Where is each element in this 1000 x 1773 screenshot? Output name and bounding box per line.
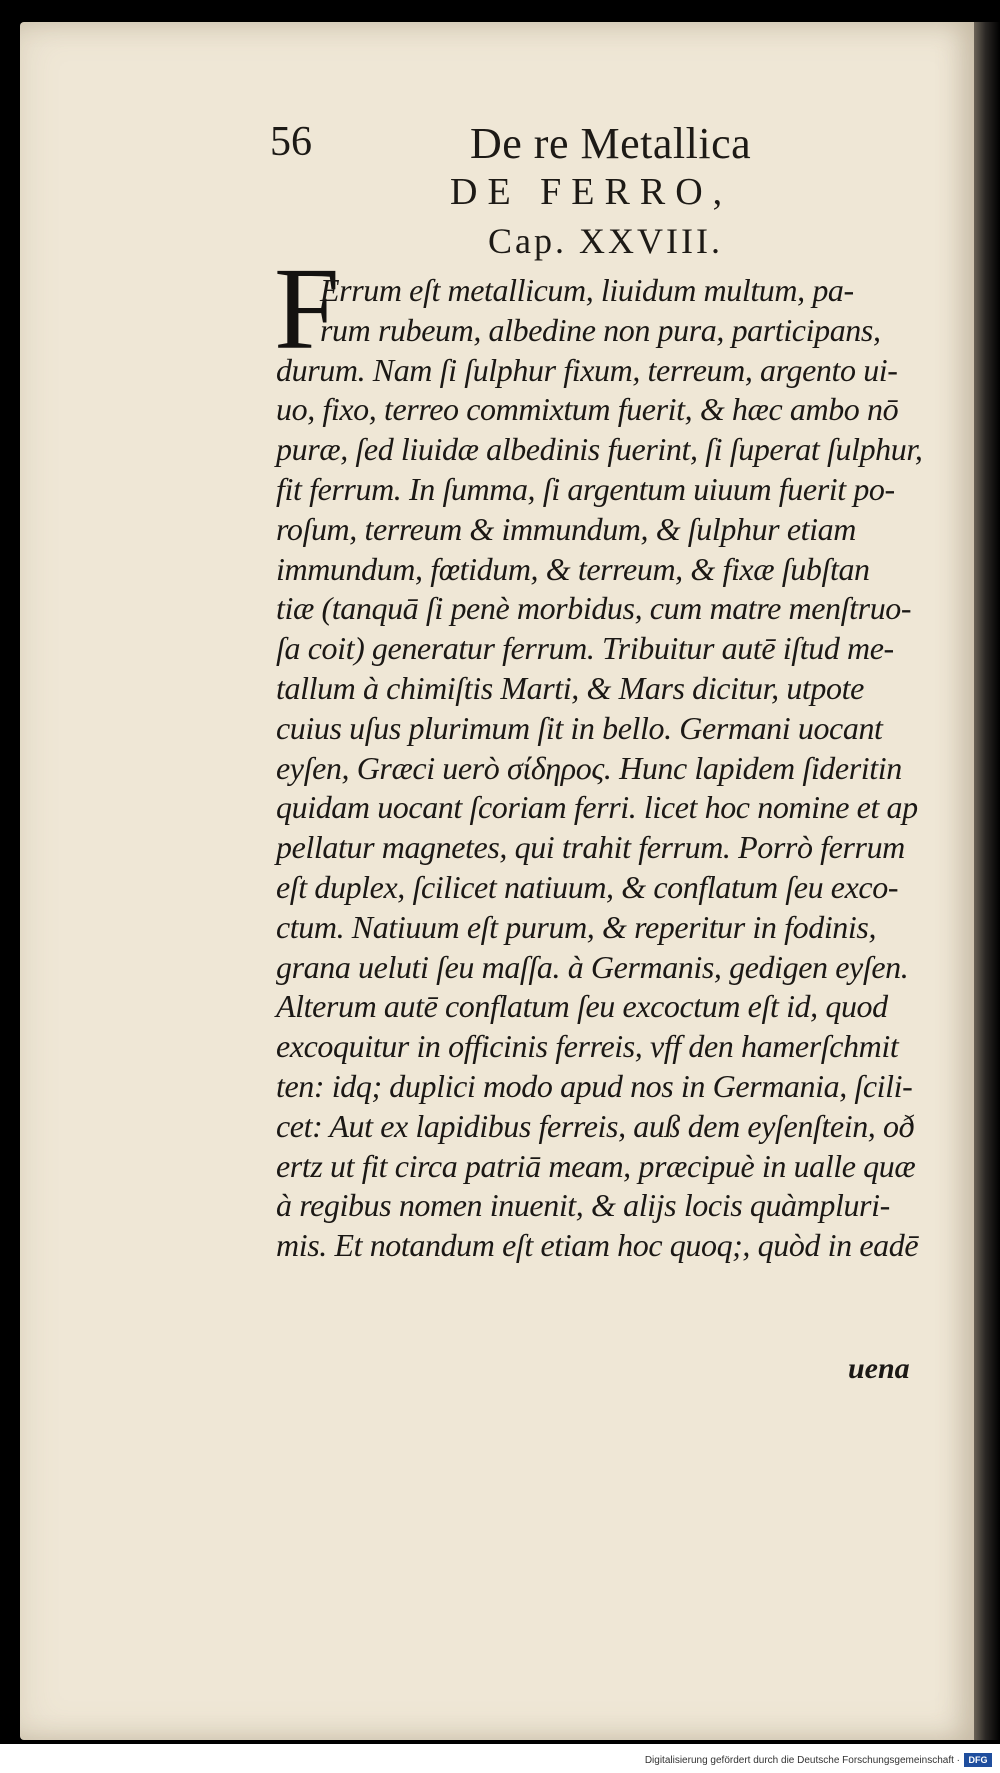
text-line: ten: idq; duplici modo apud nos in Germania, ſcili- bbox=[276, 1068, 913, 1104]
page-gutter bbox=[974, 22, 1000, 1740]
text-line: cuius uſus plurimum ſit in bello. Germani uocant bbox=[276, 709, 883, 746]
text-line: Alterum autē conflatum ſeu excoctum eſt id, quod bbox=[276, 988, 888, 1025]
footer-credit: Digitalisierung gefördert durch die Deutsche Forschungsgemeinschaft · bbox=[644, 1755, 960, 1766]
text-line: quidam uocant ſcoriam ferri. licet hoc nomine et ap bbox=[276, 789, 918, 826]
text-line: excoquitur in officinis ferreis, vff den hamerſchmit bbox=[276, 1028, 899, 1065]
text-line: durum. Nam ſi ſulphur fixum, terreum, argento ui- bbox=[276, 351, 898, 388]
text-line: fit ferrum. In ſumma, ſi argentum uiuum fuerit po- bbox=[276, 471, 895, 507]
text-line: puræ, ſed liuidæ albedinis fuerint, ſi ſuperat ſulphur, bbox=[276, 431, 923, 468]
drop-cap-initial: F bbox=[274, 243, 340, 374]
chapter-number: Cap. XXVIII. bbox=[488, 221, 723, 261]
text-line: pellatur magnetes, qui trahit ferrum. Porrò ferrum bbox=[276, 829, 905, 866]
text-line: cet: Aut ex lapidibus ferreis, auß dem eyſenſtein, oð bbox=[276, 1107, 915, 1144]
text-line: tallum à chimiſtis Marti, & Mars dicitur, utpote bbox=[276, 670, 864, 706]
text-line: mis. Et notandum eſt etiam hoc quoq;, quòd in eadē bbox=[276, 1227, 919, 1264]
text-line: rum rubeum, albedine non pura, participans, bbox=[320, 311, 881, 348]
text-line: ſa coit) generatur ferrum. Tribuitur autē iſtud me- bbox=[276, 630, 894, 667]
text-line: à regibus nomen inuenit, & alijs locis quàmpluri- bbox=[276, 1187, 890, 1224]
text-line: eyſen, Græci uerò σίδηρος. Hunc lapidem ſideritin bbox=[276, 749, 902, 786]
text-line: roſum, terreum & immundum, & ſulphur etiam bbox=[276, 510, 856, 547]
dfg-logo: DFG bbox=[964, 1753, 992, 1767]
running-head: De re Metallica bbox=[470, 119, 752, 168]
text-line: immundum, fœtidum, & terreum, & fixæ ſubſtan bbox=[276, 550, 870, 587]
text-line: uo, fixo, terreo commixtum fuerit, & hæc ambo nō bbox=[276, 391, 899, 428]
catchword: uena bbox=[848, 1352, 910, 1385]
text-line: Errum eſt metallicum, liuidum multum, pa- bbox=[320, 272, 854, 308]
text-line: grana ueluti ſeu maſſa. à Germanis, gedigen eyſen. bbox=[276, 948, 909, 985]
text-line: eſt duplex, ſcilicet natiuum, & conflatum ſeu exco- bbox=[276, 869, 899, 905]
text-line: tiæ (tanquā ſi penè morbidus, cum matre menſtruo- bbox=[276, 590, 912, 627]
page-number: 56 bbox=[270, 119, 312, 165]
text-line: ertz ut fit circa patriā meam, præcipuè in ualle quæ bbox=[276, 1147, 916, 1184]
text-line: ctum. Natiuum eſt purum, & reperitur in fodinis, bbox=[276, 908, 877, 945]
chapter-title: DE FERRO, bbox=[450, 171, 733, 213]
